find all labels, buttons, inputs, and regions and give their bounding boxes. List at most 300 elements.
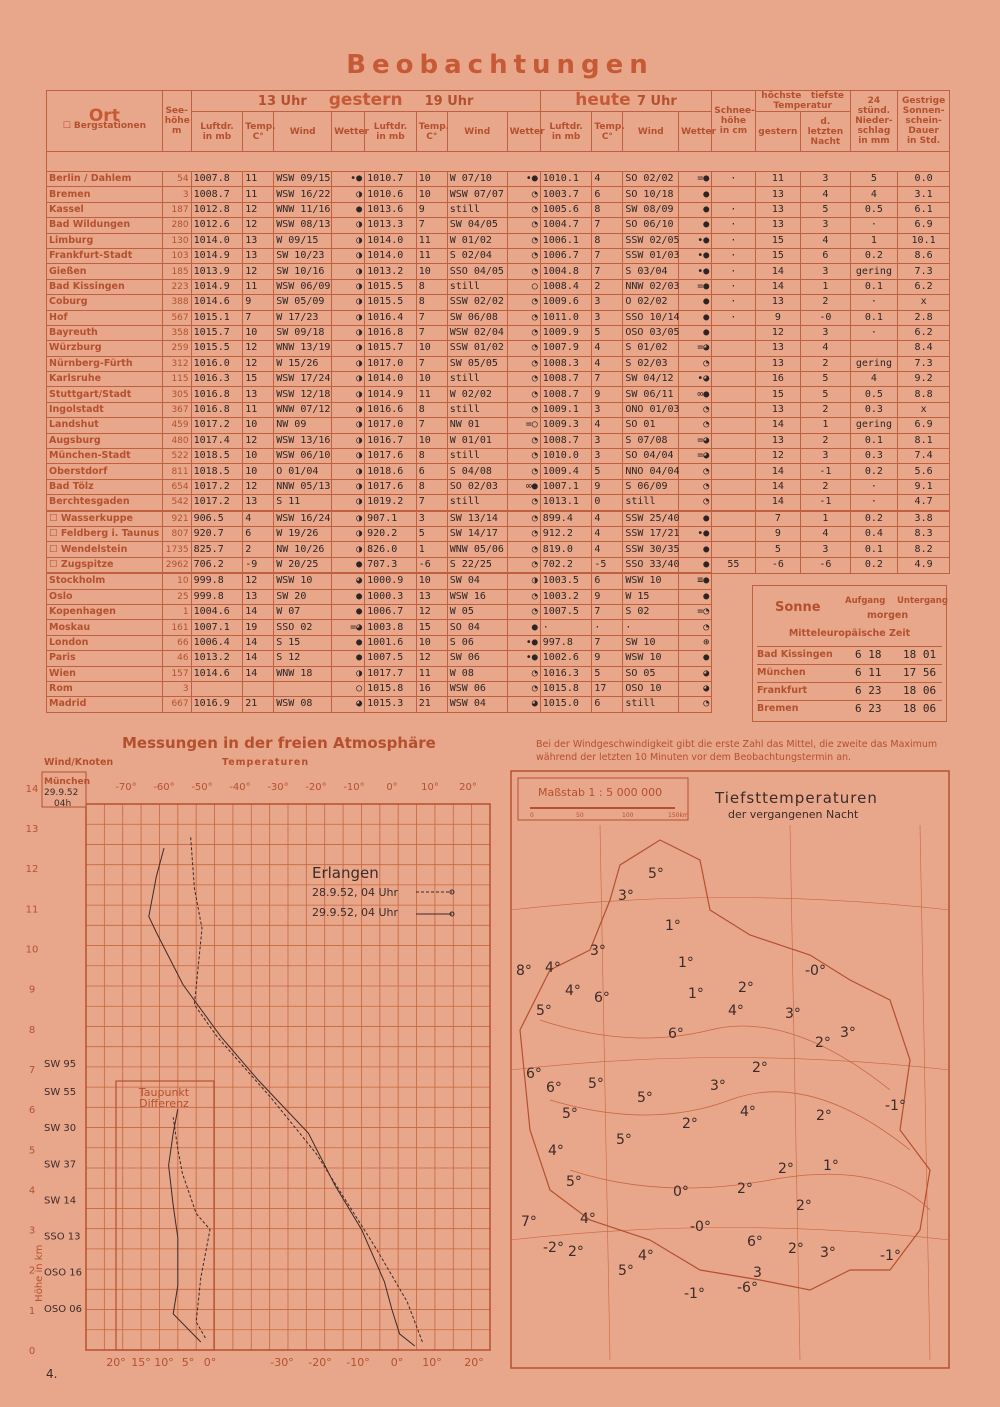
- cell-value: =○: [507, 418, 540, 433]
- cell-value: SO 04/04: [623, 449, 679, 464]
- cell-value: 11: [755, 172, 800, 187]
- scale-tick: 50: [576, 812, 584, 819]
- cell-value: [850, 341, 898, 356]
- cell-value: •●: [679, 233, 712, 248]
- cell-value: ◔: [507, 589, 540, 604]
- cell-value: 13: [755, 356, 800, 371]
- table-row: [47, 387, 950, 402]
- cell-value: 7: [416, 218, 447, 233]
- map-temperature: 4°: [565, 983, 581, 999]
- cell-value: ·: [850, 479, 898, 494]
- cell-value: 10: [416, 573, 447, 589]
- cell-value: 1014.6: [191, 295, 243, 310]
- cell-ort: Bad Wildungen: [47, 218, 163, 233]
- cell-value: WSW 16/24: [274, 511, 332, 527]
- map-temperature: 8°: [516, 963, 532, 979]
- cell-value: ◑: [332, 526, 365, 541]
- table-row: [47, 356, 950, 371]
- cell-value: SSO 10/14: [623, 310, 679, 325]
- cell-value: 1006.1: [540, 233, 592, 248]
- cell-value: ◔: [507, 295, 540, 310]
- cell-value: ◑: [332, 479, 365, 494]
- cell-value: 8: [592, 233, 623, 248]
- cell-value: 7: [416, 418, 447, 433]
- cell-value: 1014.0: [365, 372, 417, 387]
- cell-value: 702.2: [540, 557, 592, 573]
- cell-ort: Stockholm: [47, 573, 163, 589]
- cell-ort: Bremen: [47, 187, 163, 202]
- cell-ort: Frankfurt-Stadt: [47, 248, 163, 263]
- cell-value: 1014.9: [191, 248, 243, 263]
- cell-value: [243, 681, 274, 696]
- wind-label: SW 55: [44, 1087, 77, 1099]
- cell-value: 3: [416, 511, 447, 527]
- temp-tick: 20°: [459, 782, 477, 793]
- cell-seehoehe: 103: [162, 248, 191, 263]
- cell-ort: Hof: [47, 310, 163, 325]
- temp-tick: -30°: [267, 782, 289, 793]
- map-temperature: 5°: [618, 1263, 634, 1279]
- cell-value: 1017.6: [365, 479, 417, 494]
- cell-value: 1004.8: [540, 264, 592, 279]
- cell-value: ·: [712, 202, 755, 217]
- cell-value: 9: [592, 387, 623, 402]
- cell-value: 21: [416, 697, 447, 712]
- cell-value: 1000.9: [365, 573, 417, 589]
- cell-seehoehe: 259: [162, 341, 191, 356]
- cell-value: 907.1: [365, 511, 417, 527]
- cell-value: S 02/04: [447, 248, 507, 263]
- cell-value: ⊕: [679, 635, 712, 650]
- cell-value: 1009.3: [540, 418, 592, 433]
- cell-value: 13: [755, 433, 800, 448]
- cell-value: [712, 542, 755, 557]
- cell-value: still: [447, 279, 507, 294]
- cell-seehoehe: 115: [162, 372, 191, 387]
- cell-value: ◔: [507, 218, 540, 233]
- cell-value: 1015.7: [365, 341, 417, 356]
- cell-value: [712, 526, 755, 541]
- cell-ort: München-Stadt: [47, 449, 163, 464]
- cell-value: 7: [592, 635, 623, 650]
- cell-value: 1013.2: [365, 264, 417, 279]
- cell-value: 1004.7: [540, 218, 592, 233]
- cell-value: 1019.2: [365, 495, 417, 511]
- table-row: [47, 310, 950, 325]
- cell-value: S 11: [274, 495, 332, 511]
- cell-value: ○: [332, 681, 365, 696]
- cell-value: 3: [592, 295, 623, 310]
- cell-value: 9: [592, 479, 623, 494]
- cell-seehoehe: 10: [162, 573, 191, 589]
- cell-seehoehe: 1735: [162, 542, 191, 557]
- cell-value: -6: [416, 557, 447, 573]
- cell-ort: Landshut: [47, 418, 163, 433]
- cell-value: 3: [801, 542, 851, 557]
- cell-ort: Coburg: [47, 295, 163, 310]
- cell-value: still: [623, 697, 679, 712]
- cell-value: -1: [801, 495, 851, 511]
- cell-value: SW 04/05: [447, 218, 507, 233]
- cell-value: 9: [243, 295, 274, 310]
- cell-value: 1003.7: [540, 187, 592, 202]
- cell-seehoehe: 921: [162, 511, 191, 527]
- cell-value: 12: [416, 604, 447, 619]
- map-temperature: -0°: [690, 1219, 711, 1235]
- cell-value: SO 02/02: [623, 172, 679, 187]
- hoehe-label: Höhe in km: [34, 1244, 45, 1302]
- cell-value: SW 05/05: [447, 356, 507, 371]
- sun-title: Sonne: [775, 600, 821, 615]
- temp-tick: -50°: [191, 782, 213, 793]
- bottom-tick: 0°: [390, 1356, 404, 1369]
- map-temperature: -0°: [805, 963, 826, 979]
- cell-value: SO 04: [447, 620, 507, 635]
- cell-value: 8: [416, 449, 447, 464]
- sun-city-row: [757, 700, 942, 718]
- cell-ort: Oberstdorf: [47, 464, 163, 479]
- cell-value: 4.9: [898, 557, 950, 573]
- wind-label: OSO 16: [44, 1267, 82, 1279]
- sun-city-name: Frankfurt: [757, 685, 808, 696]
- table-row: [47, 172, 950, 187]
- cell-value: 10: [243, 449, 274, 464]
- cell-seehoehe: 66: [162, 635, 191, 650]
- temp-tick: 0°: [386, 782, 398, 793]
- cell-value: 14: [755, 495, 800, 511]
- table-row: [47, 233, 950, 248]
- cell-seehoehe: 1: [162, 604, 191, 619]
- table-row: [47, 402, 950, 417]
- cell-value: 7: [592, 372, 623, 387]
- cell-value: 13: [755, 295, 800, 310]
- cell-value: 12: [243, 479, 274, 494]
- map-temperature: 1°: [688, 986, 704, 1002]
- table-row: [47, 341, 950, 356]
- cell-value: 11: [416, 233, 447, 248]
- cell-seehoehe: 367: [162, 402, 191, 417]
- cell-value: 1015.5: [365, 279, 417, 294]
- cell-value: 5: [801, 202, 851, 217]
- cell-value: 12: [416, 651, 447, 666]
- cell-value: 2: [801, 295, 851, 310]
- map-temperature: 5°: [637, 1090, 653, 1106]
- cell-value: 8.1: [898, 433, 950, 448]
- cell-value: 15: [755, 248, 800, 263]
- cell-value: 1: [801, 418, 851, 433]
- cell-value: ◔: [507, 526, 540, 541]
- cell-value: 1013.1: [540, 495, 592, 511]
- cell-seehoehe: 3: [162, 187, 191, 202]
- cell-ort: Kopenhagen: [47, 604, 163, 619]
- km-tick: 2: [28, 1265, 36, 1277]
- map-temperature: 6°: [747, 1234, 763, 1250]
- cell-value: 14: [755, 418, 800, 433]
- cell-value: [712, 418, 755, 433]
- wind-label: SW 14: [44, 1195, 77, 1207]
- sun-untergang-value: 17 56: [903, 666, 937, 679]
- cell-value: =●: [679, 172, 712, 187]
- header-niederschlag: 24 stünd. Nieder- schlag in mm: [850, 91, 898, 152]
- map-temperature: 2°: [738, 980, 754, 996]
- km-tick: 4: [28, 1185, 36, 1197]
- cell-value: 2: [592, 279, 623, 294]
- header-sonne: Gestrige Sonnen- schein- Dauer in Std.: [898, 91, 950, 152]
- cell-value: 13: [243, 248, 274, 263]
- cell-value: 15: [416, 620, 447, 635]
- cell-value: gering: [850, 264, 898, 279]
- cell-value: WSW 13/16: [274, 433, 332, 448]
- cell-value: 1007.1: [540, 479, 592, 494]
- cell-value: 1017.6: [365, 449, 417, 464]
- scale-tick: 150km: [668, 812, 689, 819]
- cell-value: ◔: [679, 464, 712, 479]
- cell-value: 4: [850, 187, 898, 202]
- km-tick: 10: [25, 944, 39, 956]
- cell-value: 5.6: [898, 464, 950, 479]
- cell-value: WSW 10: [274, 573, 332, 589]
- km-tick: 6: [28, 1105, 36, 1117]
- cell-value: 7: [416, 325, 447, 340]
- cell-value: 1008.7: [540, 372, 592, 387]
- cell-value: ◔: [507, 681, 540, 696]
- cell-value: ●: [679, 218, 712, 233]
- cell-value: 1007.8: [191, 172, 243, 187]
- cell-value: SW 09/18: [274, 325, 332, 340]
- cell-value: 1012.8: [191, 202, 243, 217]
- cell-value: ·: [540, 620, 592, 635]
- parallel: [510, 1058, 950, 1071]
- cell-value: 14: [243, 635, 274, 650]
- cell-value: -5: [592, 557, 623, 573]
- cell-value: ·: [712, 264, 755, 279]
- cell-value: 10: [416, 433, 447, 448]
- map-temperature: 1°: [823, 1158, 839, 1174]
- cell-value: 13: [755, 187, 800, 202]
- cell-value: 997.8: [540, 635, 592, 650]
- cell-value: 55: [712, 557, 755, 573]
- cell-value: 12: [243, 218, 274, 233]
- bottom-tick: 0°: [203, 1356, 217, 1369]
- cell-value: 920.2: [365, 526, 417, 541]
- cell-value: 3.8: [898, 511, 950, 527]
- cell-value: SO 02/03: [447, 479, 507, 494]
- map-temperature: 3: [753, 1265, 762, 1281]
- cell-value: 1009.9: [540, 325, 592, 340]
- cell-value: ◑: [332, 511, 365, 527]
- cell-value: SO 01: [623, 418, 679, 433]
- cell-value: 0.2: [850, 557, 898, 573]
- cell-value: ·: [850, 218, 898, 233]
- cell-seehoehe: 130: [162, 233, 191, 248]
- cell-value: 5: [592, 325, 623, 340]
- cell-value: 11: [416, 387, 447, 402]
- cell-value: 9: [755, 526, 800, 541]
- cell-value: ◔: [507, 372, 540, 387]
- bottom-tick: 5°: [181, 1356, 195, 1369]
- parallel: [510, 898, 950, 911]
- cell-ort: Stuttgart/Stadt: [47, 387, 163, 402]
- cell-value: 11: [416, 248, 447, 263]
- cell-value: 10: [416, 187, 447, 202]
- cell-value: 4: [592, 356, 623, 371]
- cell-seehoehe: 161: [162, 620, 191, 635]
- cell-value: 1016.3: [540, 666, 592, 681]
- cell-value: 13: [755, 341, 800, 356]
- table-row: [47, 511, 950, 527]
- cell-value: 3: [801, 325, 851, 340]
- cell-value: -1: [801, 464, 851, 479]
- table-row: [47, 325, 950, 340]
- cell-value: [712, 464, 755, 479]
- cell-value: 6: [592, 573, 623, 589]
- header-seehoehe: See- höhe m: [162, 91, 191, 152]
- cell-value: 1017.7: [365, 666, 417, 681]
- temp-tick: 10°: [421, 782, 439, 793]
- cell-value: S 04/08: [447, 464, 507, 479]
- cell-value: 4: [801, 526, 851, 541]
- cell-ort: Augsburg: [47, 433, 163, 448]
- cell-value: 0.3: [850, 449, 898, 464]
- sun-untergang-value: 18 06: [903, 702, 937, 715]
- cell-value: 3: [801, 218, 851, 233]
- cell-value: ◑: [332, 372, 365, 387]
- cell-value: SW 06: [447, 651, 507, 666]
- cell-value: ◑: [332, 325, 365, 340]
- cell-value: ·: [712, 233, 755, 248]
- cell-value: ·: [592, 620, 623, 635]
- cell-value: ◔: [507, 233, 540, 248]
- cell-ort: Karlsruhe: [47, 372, 163, 387]
- cell-value: 1013.9: [191, 264, 243, 279]
- cell-value: 12: [243, 356, 274, 371]
- cell-value: SSW 02/05: [623, 233, 679, 248]
- cell-value: NW 10/26: [274, 542, 332, 557]
- cell-value: 1017.2: [191, 418, 243, 433]
- cell-value: 13: [243, 589, 274, 604]
- cell-value: 12: [243, 202, 274, 217]
- cell-seehoehe: 280: [162, 218, 191, 233]
- table-row: [47, 248, 950, 263]
- header-schnee: Schnee- höhe in cm: [712, 91, 755, 152]
- cell-value: 8: [416, 402, 447, 417]
- cell-value: 15: [755, 387, 800, 402]
- cell-value: ◑: [507, 573, 540, 589]
- cell-value: 7.4: [898, 449, 950, 464]
- cell-value: [712, 635, 755, 650]
- cell-value: ∞●: [507, 479, 540, 494]
- sun-city-name: München: [757, 667, 806, 678]
- cell-value: 5: [801, 372, 851, 387]
- cell-value: still: [447, 495, 507, 511]
- cell-value: 5: [801, 387, 851, 402]
- cell-value: [712, 651, 755, 666]
- map-temperature: 4°: [545, 960, 561, 976]
- cell-value: W 20/25: [274, 557, 332, 573]
- cell-value: ◑: [332, 279, 365, 294]
- cell-value: WSW 10: [623, 651, 679, 666]
- cell-value: SSW 30/35: [623, 542, 679, 557]
- cell-value: 1016.4: [365, 310, 417, 325]
- cell-value: W 01/02: [447, 233, 507, 248]
- map-temperature: 2°: [816, 1108, 832, 1124]
- cell-value: 1016.6: [365, 402, 417, 417]
- legend-line2: 29.9.52, 04 Uhr: [312, 906, 399, 919]
- cell-value: S 06: [447, 635, 507, 650]
- cell-value: -6: [755, 557, 800, 573]
- cell-value: 1015.8: [540, 681, 592, 696]
- map-temperature: 1°: [665, 918, 681, 934]
- cell-value: [712, 433, 755, 448]
- cell-value: 3: [592, 449, 623, 464]
- cell-value: [712, 187, 755, 202]
- cell-value: 13: [755, 202, 800, 217]
- cell-value: 12: [243, 573, 274, 589]
- table-row: [47, 479, 950, 494]
- cell-value: 1004.6: [191, 604, 243, 619]
- cell-value: 1007.5: [540, 604, 592, 619]
- cell-value: S 12: [274, 651, 332, 666]
- cell-value: ●: [679, 511, 712, 527]
- cell-value: WSW 08/13: [274, 218, 332, 233]
- cell-value: 707.3: [365, 557, 417, 573]
- map-temperature: -1°: [684, 1286, 705, 1302]
- cell-value: W 09/15: [274, 233, 332, 248]
- cell-value: 0.0: [898, 172, 950, 187]
- map-temperature: 3°: [840, 1025, 856, 1041]
- cell-value: ○: [507, 279, 540, 294]
- cell-seehoehe: 2962: [162, 557, 191, 573]
- cell-value: 5: [416, 526, 447, 541]
- map-temperature: 4°: [728, 1003, 744, 1019]
- cell-ort: Berlin / Dahlem: [47, 172, 163, 187]
- table-row: [47, 202, 950, 217]
- cell-value: 4: [592, 542, 623, 557]
- cell-value: x: [898, 295, 950, 310]
- header-gestern: 13 Uhr gestern 19 Uhr: [191, 91, 540, 112]
- cell-value: 14: [755, 264, 800, 279]
- cell-value: ONO 01/03: [623, 402, 679, 417]
- table-row: [47, 187, 950, 202]
- cell-value: 1009.1: [540, 402, 592, 417]
- cell-value: 1007.1: [191, 620, 243, 635]
- cell-value: ·: [712, 218, 755, 233]
- wind-label: SW 37: [44, 1159, 77, 1171]
- cell-value: [712, 372, 755, 387]
- cell-value: 1005.6: [540, 202, 592, 217]
- cell-ort: Kassel: [47, 202, 163, 217]
- header-ort: Ort ☐ Bergstationen: [47, 91, 163, 152]
- cell-ort: Oslo: [47, 589, 163, 604]
- cell-value: O 01/04: [274, 464, 332, 479]
- cell-value: W 07/10: [447, 172, 507, 187]
- cell-value: 1007.9: [540, 341, 592, 356]
- cell-value: 11: [243, 172, 274, 187]
- cell-value: ◔: [679, 620, 712, 635]
- cell-ort: Moskau: [47, 620, 163, 635]
- cell-value: ◑: [332, 341, 365, 356]
- map-temperature: -2°: [543, 1240, 564, 1256]
- cell-value: still: [447, 372, 507, 387]
- cell-ort: Bayreuth: [47, 325, 163, 340]
- cell-value: 3: [801, 449, 851, 464]
- cell-value: 3: [592, 402, 623, 417]
- sun-aufgang-value: 6 23: [855, 684, 882, 697]
- cell-seehoehe: 522: [162, 449, 191, 464]
- cell-value: ◑: [332, 218, 365, 233]
- cell-value: ◔: [679, 418, 712, 433]
- map-temperature: 4°: [548, 1143, 564, 1159]
